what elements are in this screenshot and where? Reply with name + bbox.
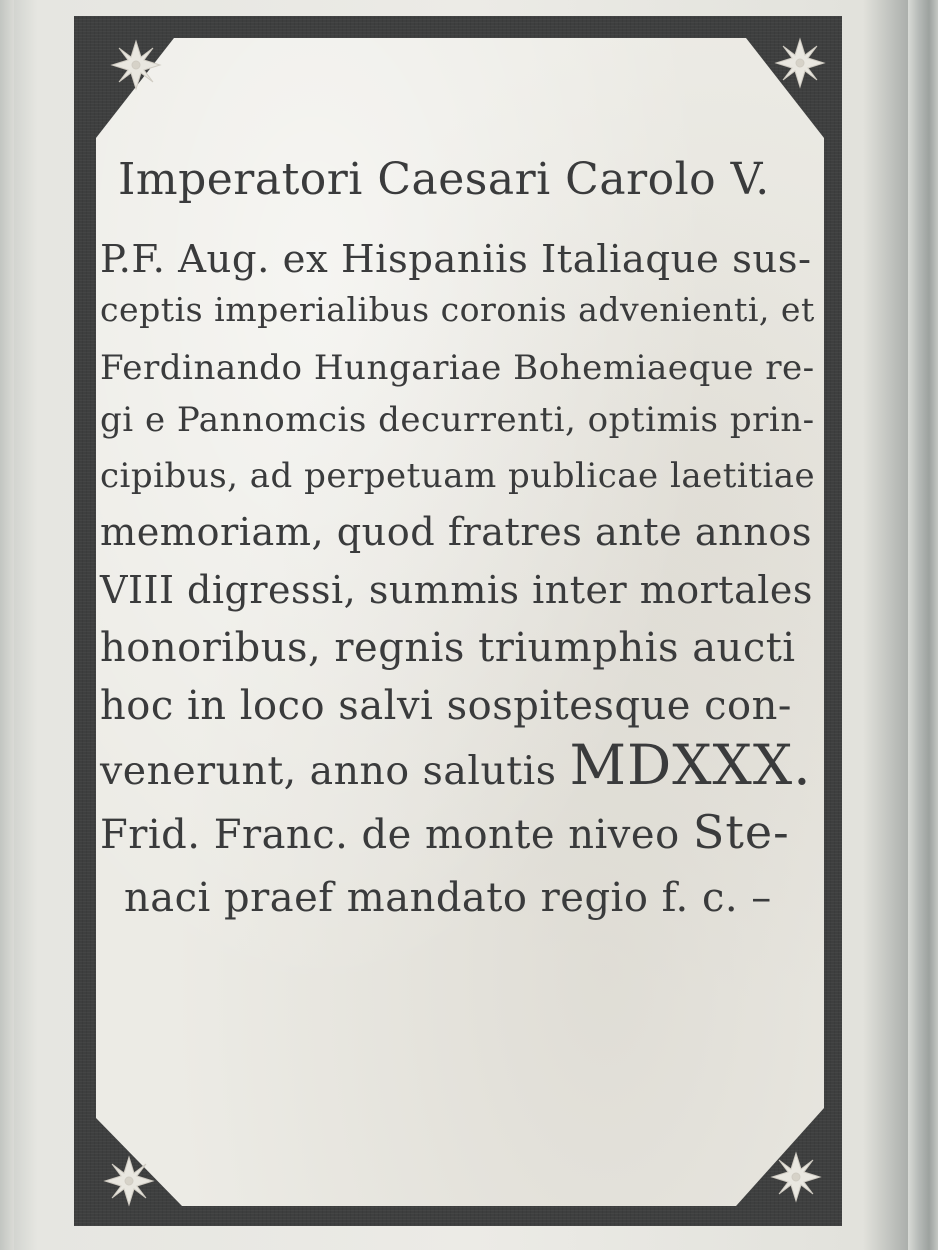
inscription-line: P.F. Aug. ex Hispaniis Italiaque sus- xyxy=(100,237,812,282)
inscription-line xyxy=(100,734,812,798)
rosette-bottom-left-icon xyxy=(100,1152,158,1210)
rosette-top-right-icon xyxy=(771,34,829,92)
inscription-line: ceptis imperialibus coronis advenienti, et xyxy=(100,290,815,329)
frame-right-edge xyxy=(908,0,938,1250)
inscription-line-tail: Ste- xyxy=(692,805,790,859)
frame-left-edge xyxy=(0,0,14,1250)
inscription-line: Imperatori Caesari Carolo V. xyxy=(118,154,770,205)
inscription-line-text: Frid. Franc. de monte niveo xyxy=(100,812,680,858)
inscription-line: memoriam, quod fratres ante annos xyxy=(100,511,812,555)
rosette-top-left-icon xyxy=(107,36,165,94)
inscription-line: hoc in loco salvi sospitesque con- xyxy=(100,683,792,729)
inscription-line-text: venerunt, anno salutis xyxy=(100,748,557,794)
inscription-line: honoribus, regnis triumphis aucti xyxy=(100,625,796,671)
inscription-line: cipibus, ad perpetuam publicae laetitiae xyxy=(100,456,816,496)
inscription-line: gi e Pannomcis decurrenti, optimis prin- xyxy=(100,400,815,440)
inscription-line: Ferdinando Hungariae Bohemiaeque re- xyxy=(100,348,815,388)
rosette-bottom-right-icon xyxy=(767,1148,825,1206)
inscription-line xyxy=(100,805,790,859)
marble-panel xyxy=(96,38,824,1206)
inscription-line: VIII digressi, summis inter mortales xyxy=(100,568,813,612)
inscription-year: MDXXX. xyxy=(569,734,812,798)
inscription-line: naci praef mandato regio f. c. – xyxy=(124,875,772,921)
